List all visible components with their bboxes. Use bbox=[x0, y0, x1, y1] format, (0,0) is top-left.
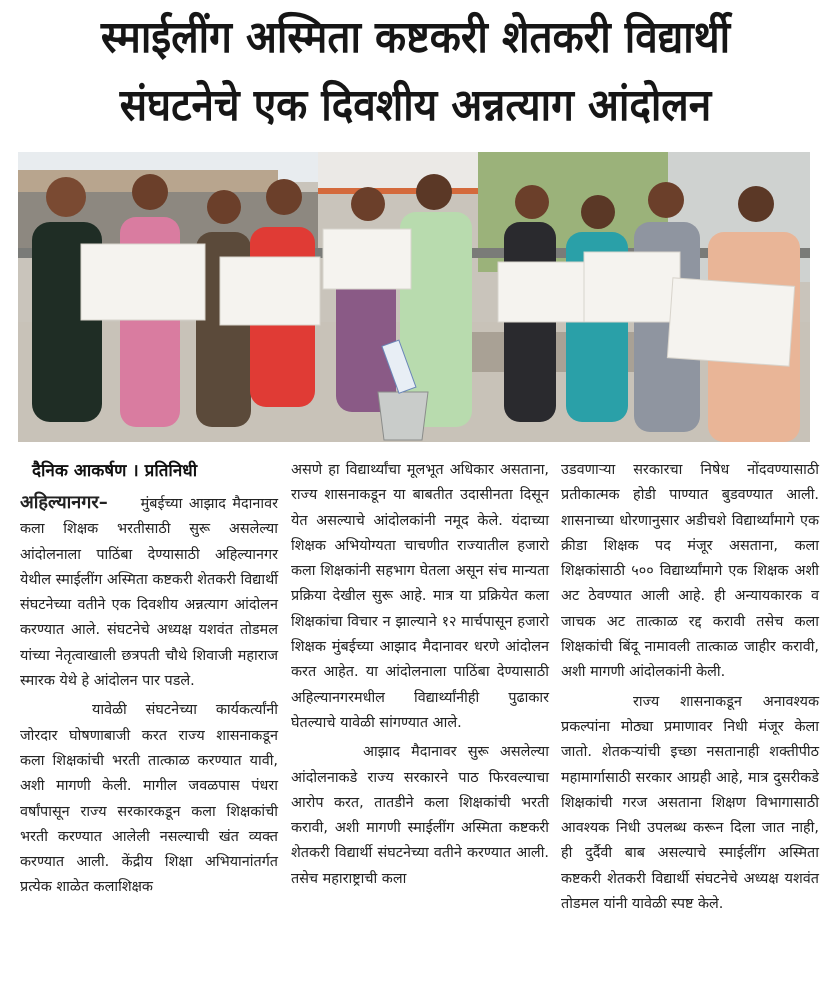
article-paragraph-4: आझाद मैदानावर सुरू असलेल्या आंदोलनाकडे राज्य सरकारने पाठ फिरवल्याचा आरोप करत, तातडीने कला शिक्षकांची भरती करावी, अशी मागणी स्माईलींग अस्मिता कष्टकरी शेतकरी विद्यार्थी संघटनेच्या वतीने करण्यात आली. तसेच महाराष्ट्राची कला bbox=[291, 744, 549, 887]
headline bbox=[0, 4, 831, 140]
protest-photo-illustration bbox=[18, 152, 810, 442]
article-paragraph-6: राज्य शासनाकडून अनावश्यक प्रकल्पांना मोठ्या प्रमाणावर निधी मंजूर केला जातो. शेतकऱ्यांची इच्छा नसतानाही शक्तीपीठ महामार्गासाठी सरकार आग्रही आहे, मात्र दुसरीकडे शिक्षकांची गरज असताना शिक्षण विभागासाठी आवश्यक निधी उपलब्ध करून दिला जात नाही, ही दुर्दैवी बाब असल्याचे स्माईलींग अस्मिता कष्टकरी शेतकरी विद्यार्थी संघटनेचे अध्यक्ष यशवंत तोडमल यांनी यावेळी स्पष्ट केले. bbox=[561, 693, 819, 913]
article-paragraph-1-text: मुंबईच्या आझाद मैदानावर कला शिक्षक भरतीसाठी सुरू असलेल्या आंदोलनाला पाठिंबा देण्यासाठी अहिल्यानगर येथील स्माईलींग अस्मिता कष्टकरी शेतकरी विद्यार्थी संघटनेच्या वतीने एक दिवशीय अन्नत्याग आंदोलन करण्यात आले. संघटनेचे अध्यक्ष यशवंत तोडमल यांच्या नेतृत्वाखाली छत्रपती चौथे शिवाजी महाराज स्मारक येथे हे आंदोलन पार पडले. bbox=[20, 496, 279, 690]
headline-line-2: संघटनेचे एक दिवशीय अन्नत्याग आंदोलन bbox=[119, 80, 712, 131]
byline: दैनिक आकर्षण । प्रतिनिधी bbox=[32, 461, 198, 481]
dateline: अहिल्यानगर– bbox=[20, 492, 108, 513]
article-column-2 bbox=[291, 458, 549, 892]
article-paragraph-5: उडवणाऱ्या सरकारचा निषेध नोंदवण्यासाठी प्रतीकात्मक होडी पाण्यात बुडवण्यात आली. शासनाच्या धोरणानुसार अडीचशे विद्यार्थ्यांमागे एक क्रीडा शिक्षक पद मंजूर असताना, कला शिक्षकांसाठी ५०० विद्यार्थ्यांमागे एक शिक्षक अशी अट ठेवण्यात आली आहे. ही अन्यायकारक व जाचक अट तात्काळ रद्द करावी तसेच कला शिक्षकांची बिंदू नामावली तात्काळ जाहीर करावी, अशी मागणी आंदोलकांनी केली. bbox=[561, 462, 819, 681]
article-paragraph-3: असणे हा विद्यार्थ्यांचा मूलभूत अधिकार असताना, राज्य शासनाकडून या बाबतीत उदासीनता दिसून येत असल्याचे आंदोलकांनी नमूद केले. यंदाच्या शिक्षक अभियोग्यता चाचणीत राज्यातील हजारो कला शिक्षकांनी सहभाग घेतला असून संच मान्यता प्रक्रिया देखील सुरू आहे. मात्र या प्रक्रियेत कला शिक्षकांचा विचार न झाल्याने १२ मार्चपासून हजारो शिक्षक मुंबईच्या आझाद मैदानावर धरणे आंदोलन करत आहेत. या आंदोलनाला पाठिंबा देण्यासाठी अहिल्यानगरमधील विद्यार्थ्यांनीही पुढाकार घेतल्याचे यावेळी सांगण्यात आले. bbox=[291, 462, 549, 731]
article-paragraph-2: यावेळी संघटनेच्या कार्यकर्त्यांनी जोरदार घोषणाबाजी करत राज्य शासनाकडून कला शिक्षकांची भरती तात्काळ करण्यात यावी, अशी मागणी केली. मागील जवळपास पंधरा वर्षांपासून राज्य सरकारकडून कला शिक्षकांची भरती करण्यात आलेली नसल्याची खंत व्यक्त करण्यात आली. केंद्रीय शिक्षा अभियानांतर्गत प्रत्येक शाळेत कलाशिक्षक bbox=[20, 702, 278, 896]
news-photo bbox=[18, 152, 810, 442]
article-paragraph-1 bbox=[20, 490, 278, 694]
article-column-3 bbox=[561, 458, 819, 917]
article-column-1 bbox=[20, 458, 278, 901]
headline-line-1: स्माईलींग अस्मिता कष्टकरी शेतकरी विद्यार्थी bbox=[100, 12, 731, 63]
